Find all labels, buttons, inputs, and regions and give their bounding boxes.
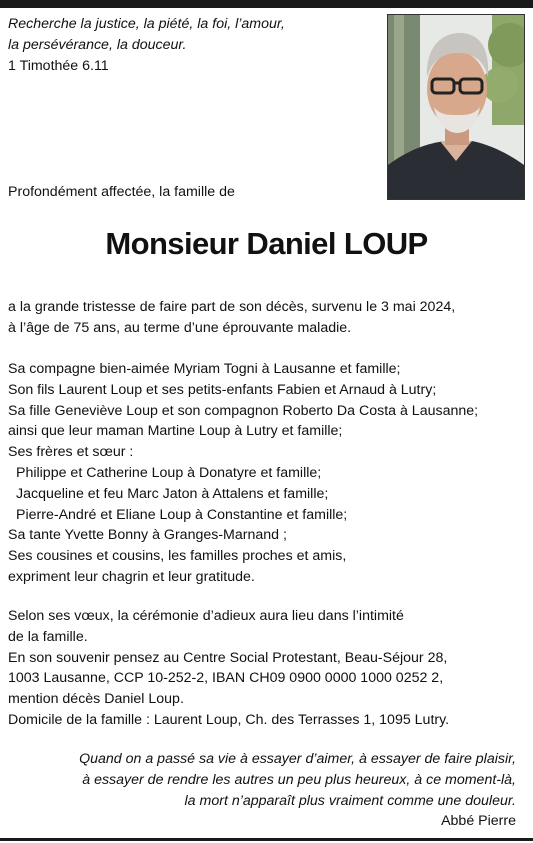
bible-verse	[8, 14, 378, 77]
quote-line: à essayer de rendre les autres un peu plus heureux, à ce moment-là,	[82, 771, 516, 788]
intro-line: Profondément affectée, la famille de	[8, 184, 235, 200]
verse-line: la persévérance, la douceur.	[8, 37, 187, 53]
family-line: Sa fille Geneviève Loup et son compagnon Roberto Da Costa à Lausanne;	[8, 402, 479, 419]
ceremony-line: 1003 Lausanne, CCP 10-252-2, IBAN CH09 0900 0000 1000 0252 2,	[8, 670, 444, 687]
family-line: expriment leur chagrin et leur gratitude.	[8, 568, 255, 585]
family-line: Sa compagne bien-aimée Myriam Togni à Lausanne et famille;	[8, 361, 401, 377]
family-line: Ses cousines et cousins, les familles proches et amis,	[8, 548, 347, 565]
ceremony-info	[8, 606, 449, 731]
closing-quote	[79, 749, 516, 832]
ceremony-line: Selon ses vœux, la cérémonie d’adieux aura lieu dans l’intimité	[8, 608, 404, 624]
portrait-photo	[387, 14, 525, 200]
quote-line: la mort n’apparaît plus vraiment comme une douleur.	[184, 792, 516, 809]
bottom-border	[0, 838, 533, 841]
deceased-name: Monsieur Daniel LOUP	[105, 226, 428, 261]
ceremony-line: En son souvenir pensez au Centre Social Protestant, Beau-Séjour 28,	[8, 649, 448, 666]
top-border	[0, 0, 533, 8]
quote-line: Quand on a passé sa vie à essayer d’aimer, à essayer de faire plaisir,	[79, 751, 516, 767]
ceremony-line: Domicile de la famille : Laurent Loup, Ch. des Terrasses 1, 1095 Lutry.	[8, 711, 450, 728]
family-line: Sa tante Yvette Bonny à Granges-Marnand ;	[8, 527, 287, 544]
announcement-line: a la grande tristesse de faire part de son décès, survenu le 3 mai 2024,	[8, 299, 456, 315]
family-line: Ses frères et sœur :	[8, 444, 134, 461]
family-list	[8, 359, 478, 588]
family-line: Jacqueline et feu Marc Jaton à Attalens et famille;	[16, 485, 329, 502]
quote-author: Abbé Pierre	[441, 813, 516, 830]
family-line: Philippe et Catherine Loup à Donatyre et famille;	[16, 464, 322, 481]
family-line: Son fils Laurent Loup et ses petits-enfants Fabien et Arnaud à Lutry;	[8, 381, 437, 398]
ceremony-line: mention décès Daniel Loup.	[8, 691, 184, 708]
family-line: Pierre-André et Eliane Loup à Constantine et famille;	[16, 506, 348, 523]
announcement-line: à l’âge de 75 ans, au terme d’une éprouvante maladie.	[8, 319, 352, 336]
family-line: ainsi que leur maman Martine Loup à Lutry et famille;	[8, 423, 343, 440]
ceremony-line: de la famille.	[8, 628, 88, 645]
verse-reference: 1 Timothée 6.11	[8, 58, 109, 74]
verse-line: Recherche la justice, la piété, la foi, l’amour,	[8, 16, 285, 32]
announcement	[8, 297, 455, 339]
